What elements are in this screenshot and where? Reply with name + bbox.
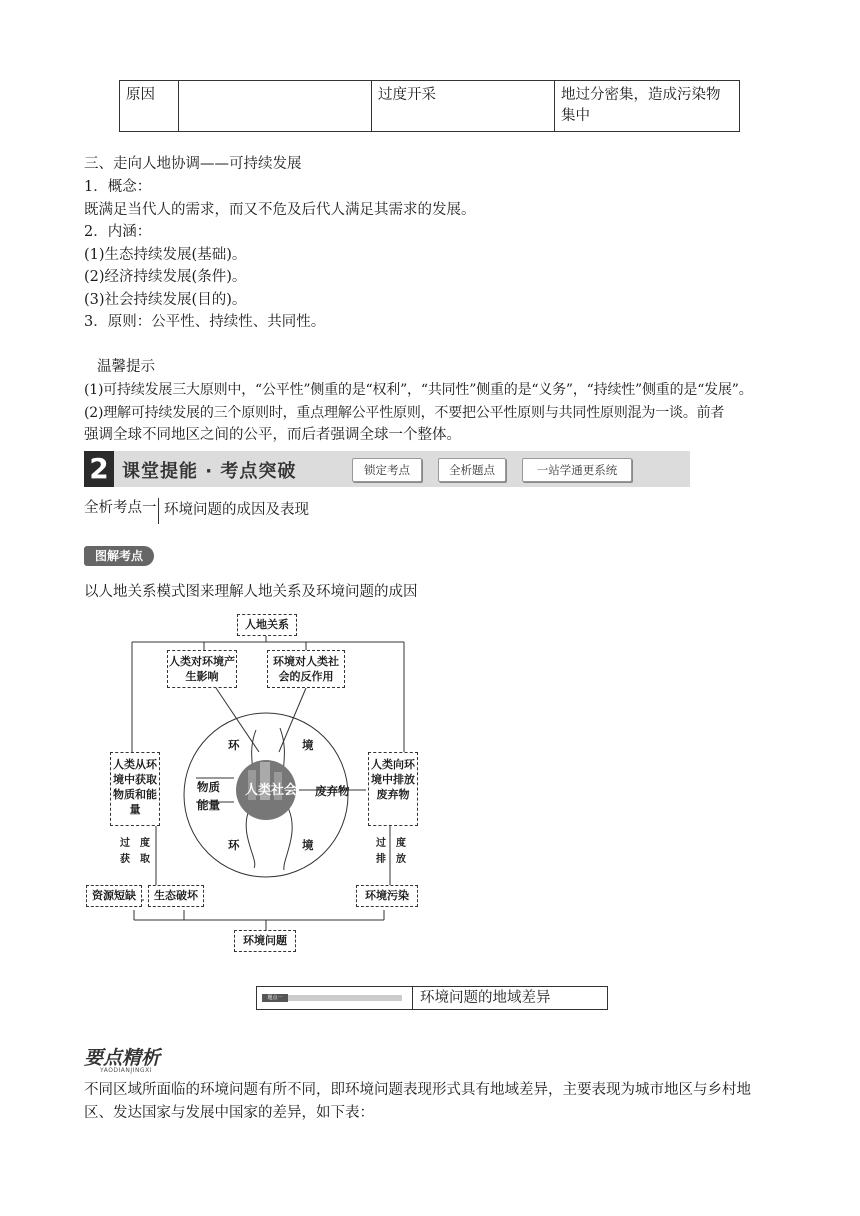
ring-label: 境 [302, 838, 314, 852]
tidian-tag-box [257, 987, 413, 1009]
center-label: 人类社会 [245, 783, 298, 798]
text-line: 3．原则：公平性、持续性、共同性。 [84, 314, 326, 330]
quanxi-tidian-button[interactable]: 全析题点 [438, 458, 506, 482]
tidian-label: 题点一 [262, 994, 288, 1002]
text-line: (2)经济持续发展(条件)。 [84, 269, 247, 285]
yaodian-title: 要点精析 [84, 1047, 161, 1069]
diagram-box-top: 人地关系 [237, 614, 297, 636]
banner-title: 课堂提能 · 考点突破 [122, 461, 297, 482]
diagram-box: 资源短缺 [86, 885, 142, 907]
table-cell: 过度开采 [372, 81, 555, 132]
tidian-bar [256, 986, 608, 1010]
tip-paragraph: (1)可持续发展三大原则中，“公平性”侧重的是“权利”，“共同性”侧重的是“义务”，“持续性”侧重的是“发展”。 [84, 382, 753, 398]
yaodian-logo [84, 1043, 161, 1074]
ring-label: 环 [228, 738, 240, 752]
yizhan-xuetong-button[interactable]: 一站学通更系统 [522, 458, 632, 482]
inner-label: 物质能量 [197, 780, 220, 812]
table-cell: 地过分密集，造成污染物集中 [555, 81, 740, 132]
tujie-kaodian-tag: 图解考点 [84, 546, 154, 566]
diagram-box: 人类向环境中排放废弃物 [368, 752, 418, 826]
section-banner [84, 451, 690, 487]
section-title: 三、走向人地协调——可持续发展 [84, 156, 302, 172]
top-table [119, 80, 740, 132]
tip-heading: 温馨提示 [97, 359, 155, 375]
diagram-box-bottom: 环境问题 [234, 930, 296, 952]
ring-label: 境 [302, 738, 314, 752]
ring-label: 环 [228, 838, 240, 852]
intro-text: 以人地关系模式图来理解人地关系及环境问题的成因 [84, 584, 418, 600]
diagram-box: 生态破坏 [148, 885, 204, 907]
arrow-label: 过度获取 [120, 838, 160, 865]
diagram-box: 人类从环境中获取物质和能量 [110, 752, 160, 826]
tip-paragraph: 强调全球不同地区之间的公平，而后者强调全球一个整体。 [84, 427, 461, 443]
kaodian-label: 全析考点一 [84, 500, 157, 516]
table-row [120, 81, 740, 132]
kaodian-title: 环境问题的成因及表现 [164, 502, 309, 518]
inner-label: 废弃物 [315, 784, 350, 798]
diagram-box: 环境对人类社会的反作用 [267, 650, 345, 688]
diagram-box: 环境污染 [356, 885, 418, 907]
table-cell [179, 81, 372, 132]
arrow-label: 过度排放 [376, 838, 416, 865]
lock-kaodian-button[interactable]: 锁定考点 [352, 458, 422, 482]
divider [158, 498, 159, 524]
text-line: (1)生态持续发展(基础)。 [84, 247, 247, 263]
tip-paragraph: (2)理解可持续发展的三个原则时，重点理解公平性原则，不要把公平性原则与共同性原则混为一谈。前者 [84, 405, 725, 421]
text-line: 2．内涵： [84, 224, 152, 240]
diagram-box: 人类对环境产生影响 [167, 650, 237, 688]
yaodian-pinyin: YAODIANJINGXI [100, 1067, 152, 1074]
text-line: 既满足当代人的需求，而又不危及后代人满足其需求的发展。 [84, 202, 476, 218]
table-cell: 原因 [120, 81, 179, 132]
tidian-title: 环境问题的地域差异 [420, 990, 551, 1006]
banner-number: 2 [84, 451, 114, 487]
text-line: (3)社会持续发展(目的)。 [84, 292, 247, 308]
final-paragraph: 不同区域所面临的环境问题有所不同，即环境问题表现形式具有地域差异，主要表现为城市地区与乡村地 [84, 1082, 751, 1098]
text-line: 1．概念： [84, 179, 152, 195]
final-paragraph: 区、发达国家与发展中国家的差异，如下表： [84, 1105, 374, 1121]
tidian-tag-bar [262, 995, 402, 1001]
